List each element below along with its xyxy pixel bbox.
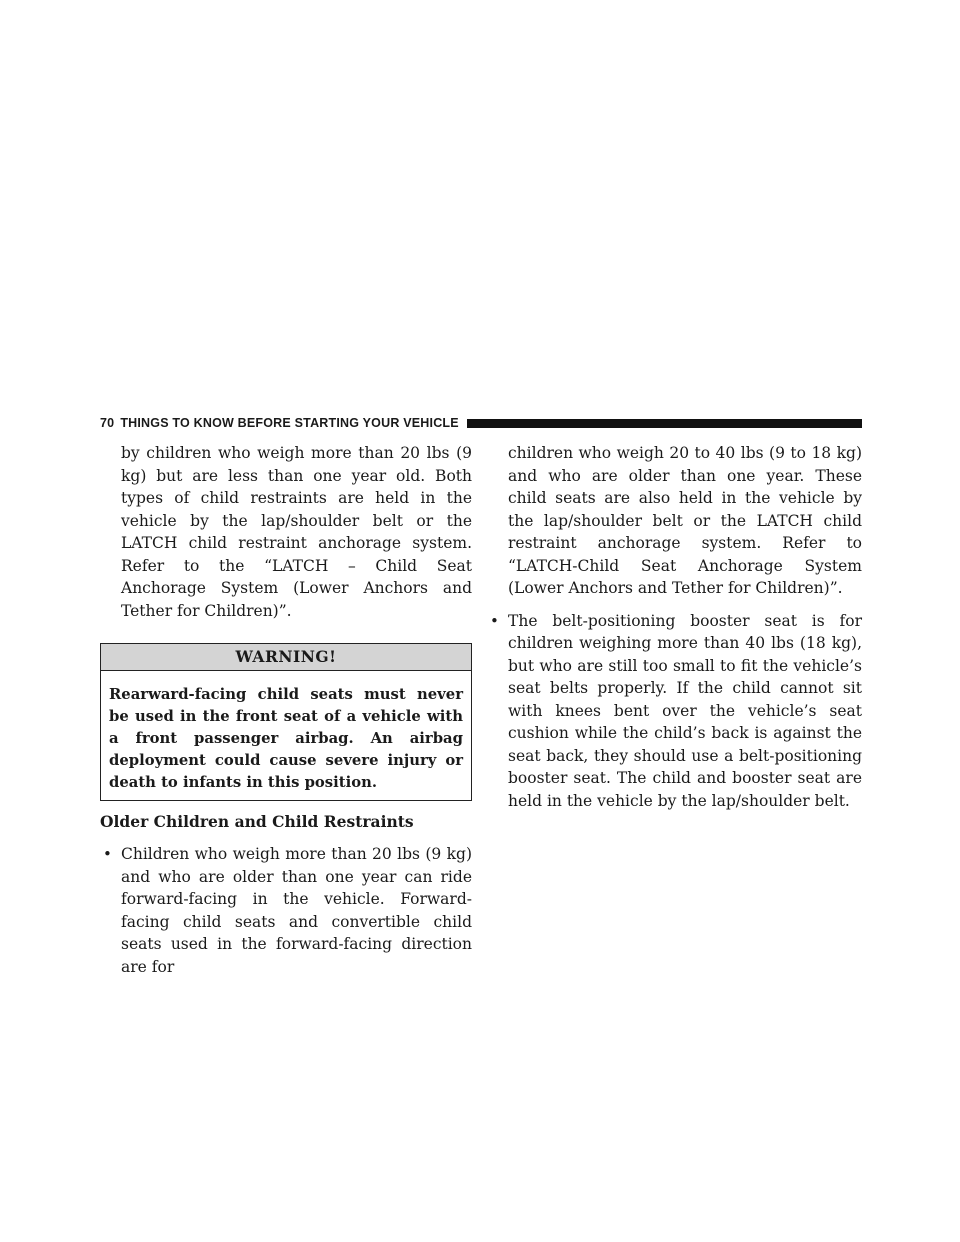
section-subheading: Older Children and Child Restraints	[100, 812, 414, 831]
warning-text: Rearward-facing child seats must never be used in the front seat of a vehicle with a front passenger airbag. An airbag deployment could cause severe injury or death to infants in this position.	[109, 686, 463, 791]
intro-paragraph: by children who weigh more than 20 lbs (9 kg) but are less than one year old. Both types of child restraints are held in the vehicle by the lap/shoulder belt or the LATCH child restraint anchorage system. Refer to the “LATCH – Child Seat Anchorage System (Lower Anchors and Tether for Children)”.	[121, 444, 472, 620]
page-number: 70	[100, 416, 115, 430]
section-title: THINGS TO KNOW BEFORE STARTING YOUR VEHICLE	[120, 416, 459, 430]
right-column	[487, 442, 862, 812]
bullet-icon: •	[103, 845, 112, 863]
header-rule	[467, 419, 862, 428]
page-header	[100, 416, 862, 430]
list-item	[487, 610, 862, 813]
bullet-text: Children who weigh more than 20 lbs (9 kg) and who are older than one year can ride forward-facing in the vehicle. Forward-facing child seats and convertible child seats used in the forward-facing direction are for	[121, 845, 472, 976]
list-item	[100, 843, 472, 978]
warning-title: WARNING!	[101, 644, 471, 671]
bullet-icon: •	[490, 611, 499, 630]
bullet-text: The belt-positioning booster seat is for children weighing more than 40 lbs (18 kg), but who are still too small to fit the vehicle’s seat belts properly. If the child cannot sit with knees bent over the vehicle’s seat cushion while the child’s back is against the seat back, they should use a belt-positioning booster seat. The child and booster seat are held in the vehicle by the lap/shoulder belt.	[508, 611, 862, 810]
continuation-paragraph: children who weigh 20 to 40 lbs (9 to 18 kg) and who are older than one year. These child seats are also held in the vehicle by the lap/shoulder belt or the LATCH child restraint anchorage system. Refer to “LATCH-Child Seat Anchorage System (Lower Anchors and Tether for Children)”.	[508, 444, 862, 597]
left-column	[100, 442, 472, 978]
warning-box	[100, 643, 472, 801]
